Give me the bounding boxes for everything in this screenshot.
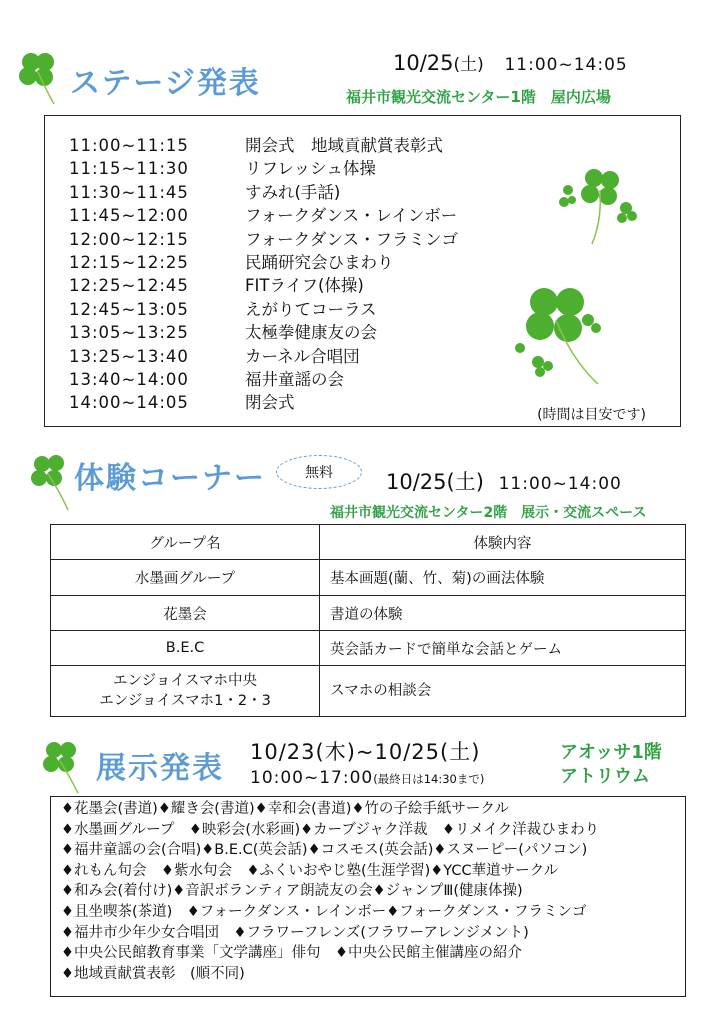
exhibit-line: ♦水墨画グループ ♦映彩会(水彩画)♦カーブジャク洋裁 ♦リメイク洋裁ひまわり — [61, 821, 600, 838]
schedule-event: 民踊研究会ひまわり — [245, 253, 394, 272]
clover-icon — [26, 450, 72, 512]
group-name-line2: エンジョイスマホ1・2・3 — [99, 693, 271, 709]
schedule-time: 13:25~13:40 — [69, 346, 189, 366]
schedule-row — [69, 389, 295, 413]
experience-content: 基本画題(蘭、竹、菊)の画法体験 — [320, 560, 686, 596]
table-row — [51, 631, 686, 666]
stage-date — [393, 50, 628, 75]
stage-date-day: 10/25 — [393, 51, 454, 75]
stage-date-weekday: (土) — [453, 55, 484, 75]
experience-date-day: 10/25(土) — [386, 470, 484, 494]
exhibit-venue-line1: アオッサ1階 — [560, 742, 662, 763]
schedule-time: 14:00~14:05 — [69, 393, 189, 413]
clover-icon — [14, 48, 62, 108]
schedule-time: 11:00~11:15 — [69, 136, 189, 155]
schedule-event: FITライフ(体操) — [245, 276, 364, 296]
experience-content: スマホの相談会 — [320, 666, 686, 717]
schedule-row — [69, 272, 364, 296]
experience-content: 書道の体験 — [320, 596, 686, 631]
schedule-time: 12:45~13:05 — [69, 299, 189, 319]
schedule-event: フォークダンス・フラミンゴ — [245, 229, 459, 249]
stage-schedule-box — [44, 115, 681, 427]
exhibit-time-note: (最終日は14:30まで) — [373, 772, 485, 786]
exhibit-line: ♦中央公民館教育事業「文学講座」俳句 ♦中央公民館主催講座の紹介 — [61, 945, 522, 962]
schedule-time: 11:30~11:45 — [69, 182, 189, 202]
schedule-event: フォークダンス・レインボー — [245, 206, 458, 226]
exhibit-title: 展示発表 — [96, 751, 224, 786]
group-name — [51, 666, 320, 717]
stage-time: 11:00~14:05 — [504, 55, 628, 75]
table-row — [51, 666, 686, 717]
exhibit-time-line — [250, 768, 484, 788]
table-header-row — [51, 525, 686, 560]
exhibit-line: ♦地域貢献賞表彰 (順不同) — [61, 965, 245, 982]
schedule-time: 11:15~11:30 — [69, 159, 189, 179]
exhibit-date-range: 10/23(木)~10/25(土) — [250, 740, 481, 764]
schedule-event: 開会式 地域貢献賞表彰式 — [245, 136, 443, 155]
schedule-time: 11:45~12:00 — [69, 206, 189, 226]
schedule-time: 12:00~12:15 — [69, 229, 189, 249]
schedule-row — [69, 132, 443, 156]
free-badge: 無料 — [276, 455, 362, 489]
group-name: 花墨会 — [51, 596, 320, 631]
schedule-row — [69, 366, 344, 390]
schedule-row — [69, 155, 376, 179]
experience-content: 英会話カードで簡単な会話とゲーム — [320, 631, 686, 666]
schedule-event: 閉会式 — [245, 393, 295, 413]
group-name: B.E.C — [51, 631, 320, 666]
schedule-event: カーネル合唱団 — [245, 346, 360, 366]
exhibit-line: ♦花墨会(書道)♦耀き会(書道)♦幸和会(書道)♦竹の子絵手紙サークル — [61, 801, 510, 817]
experience-table — [50, 524, 686, 717]
exhibit-time: 10:00~17:00 — [250, 768, 374, 788]
schedule-event: えがりてコーラス — [245, 299, 377, 319]
schedule-row — [69, 179, 340, 203]
schedule-row — [69, 319, 377, 343]
table-row — [51, 596, 686, 631]
schedule-row — [69, 296, 377, 320]
table-row — [51, 560, 686, 596]
schedule-event: すみれ(手話) — [245, 182, 341, 202]
schedule-time: 13:05~13:25 — [69, 323, 189, 343]
schedule-event: 福井童謡の会 — [245, 370, 344, 389]
header-group: グループ名 — [51, 525, 320, 560]
schedule-note: (時間は目安です) — [537, 407, 646, 423]
exhibit-line: ♦れもん句会 ♦紫水句会 ♦ふくいおやじ塾(生涯学習)♦YCC華道サークル — [61, 862, 559, 879]
group-name: 水墨画グループ — [51, 560, 320, 596]
schedule-event: リフレッシュ体操 — [245, 159, 376, 179]
exhibit-line: ♦和み会(着付け)♦音訳ボランティア朗読友の会♦ジャンプⅢ(健康体操) — [61, 883, 523, 900]
stage-title: ステージ発表 — [70, 66, 261, 101]
group-name-line1: エンジョイスマホ中央 — [113, 673, 257, 689]
schedule-time: 12:25~12:45 — [69, 276, 189, 296]
experience-venue: 福井市観光交流センター2階 展示・交流スペース — [330, 505, 647, 521]
exhibit-line: ♦且坐喫茶(茶道) ♦フォークダンス・レインボー♦フォークダンス・フラミンゴ — [61, 903, 587, 920]
schedule-time: 13:40~14:00 — [69, 370, 189, 389]
stage-venue: 福井市観光交流センター1階 屋内広場 — [346, 88, 611, 106]
schedule-row — [69, 343, 360, 367]
schedule-row — [69, 226, 458, 250]
exhibit-line: ♦福井市少年少女合唱団 ♦フラワーフレンズ(フラワーアレンジメント) — [61, 924, 529, 941]
exhibit-list-box — [50, 796, 686, 997]
schedule-event: 太極拳健康友の会 — [245, 323, 377, 343]
exhibit-line: ♦福井童謡の会(合唱)♦B.E.C(英会話)♦コスモス(英会話)♦スヌーピー(パソコン) — [61, 842, 588, 859]
schedule-row — [69, 249, 394, 273]
experience-time: 11:00~14:00 — [498, 474, 622, 494]
experience-date — [386, 466, 622, 496]
experience-title: 体験コーナー — [74, 461, 266, 496]
schedule-row — [69, 202, 457, 226]
schedule-time: 12:15~12:25 — [69, 253, 189, 272]
header-content: 体験内容 — [320, 525, 686, 560]
exhibit-venue-line2: アトリウム — [560, 766, 650, 787]
clover-icon — [38, 737, 84, 795]
